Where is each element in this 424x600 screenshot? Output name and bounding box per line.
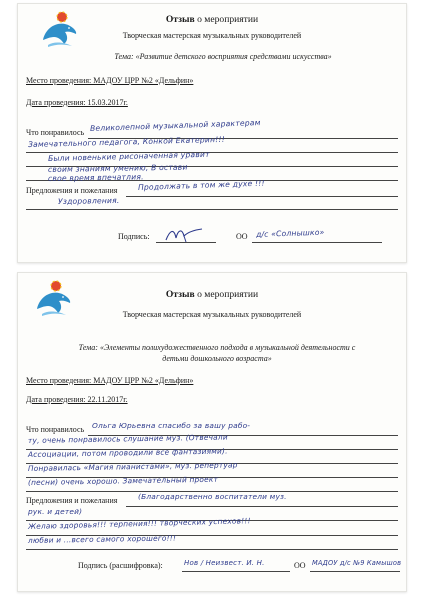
handwritten-signature: Нов / Неизвест. И. Н. [184,559,265,567]
handwritten-liked-line: Были новенькие рисоначенная уравит [47,149,210,163]
handwritten-liked-line: Замечательного педагога, Конкой Екатерин!!! [27,134,226,149]
event-place: Место проведения: МАДОУ ЦРР №2 «Дельфин» [26,76,194,85]
suggestions-label: Предложения и пожелания [26,186,118,195]
handwritten-liked-line: свое время впечатлия. [47,172,144,183]
answer-line [126,506,398,507]
answer-line [126,196,398,197]
handwritten-suggestions-line: (Благодарственно воспитатели муз. [138,492,287,501]
org-label: ОО [294,561,306,570]
org-line [252,242,382,243]
handwritten-suggestions-line: Желаю здоровья!!! терпения!!! творческих успехов!!! [27,516,251,531]
signature-label: Подпись: [118,232,150,241]
liked-label: Что понравилось [26,425,85,434]
handwritten-org: МАДОУ д/с №9 Камышов [312,559,402,567]
suggestions-label: Предложения и пожелания [26,496,118,505]
handwritten-suggestions-line: Продолжать в том же духе !!! [137,178,265,192]
handwritten-liked-line: Великолепной музыкальной характерам [89,118,261,133]
signature-label: Подпись (расшифровка): [78,561,163,570]
handwritten-suggestions-line: рук. и детей) [28,507,83,516]
handwritten-org: д/с «Солнышко» [255,227,325,239]
org-line [310,571,400,572]
handwritten-suggestions-line: любви и ...всего самого хорошего!!! [27,533,177,545]
handwritten-liked-line: (песни) очень хорошо. Замечательный проект [27,474,219,487]
event-theme: Тема: «Элементы полихудожественного подхода в музыкальной деятельности с детьми дошкольного возраста» [78,343,356,363]
form-title: Отзыв о мероприятии [165,289,259,300]
form-subtitle: Творческая мастерская музыкальных руководителей [122,310,302,319]
event-date: Дата проведения: 22.11.2017г. [26,395,128,404]
event-date: Дата проведения: 15.03.2017г. [26,98,128,107]
org-label: ОО [236,232,248,241]
feedback-form-2 [17,272,407,592]
answer-line [26,549,398,550]
event-place: Место проведения: МАДОУ ЦРР №2 «Дельфин» [26,376,194,385]
event-theme: Тема: «Развитие детского восприятия средствами искусства» [114,52,332,61]
form-subtitle: Творческая мастерская музыкальных руководителей [122,31,302,40]
handwritten-signature [164,224,204,244]
answer-line [26,209,398,210]
handwritten-liked-line: своим знаниям умению, В остави [47,162,188,174]
handwritten-suggestions-line: Уздоровления. [57,195,120,206]
form-title: Отзыв о мероприятии [165,14,259,25]
signature-line [182,571,290,572]
feedback-form-1 [17,3,407,263]
handwritten-liked-line: Понравилась «Магия пианистами», муз. репертуар [27,460,238,473]
liked-label: Что понравилось [26,128,85,137]
handwritten-liked-line: Ольга Юрьевна спасибо за вашу рабо- [92,421,251,430]
handwritten-liked-line: Ассоциации, потом проводили все фантазиями). [27,446,228,459]
handwritten-liked-line: ту, очень понравилось слушание муз. (Отвечали [27,432,228,445]
